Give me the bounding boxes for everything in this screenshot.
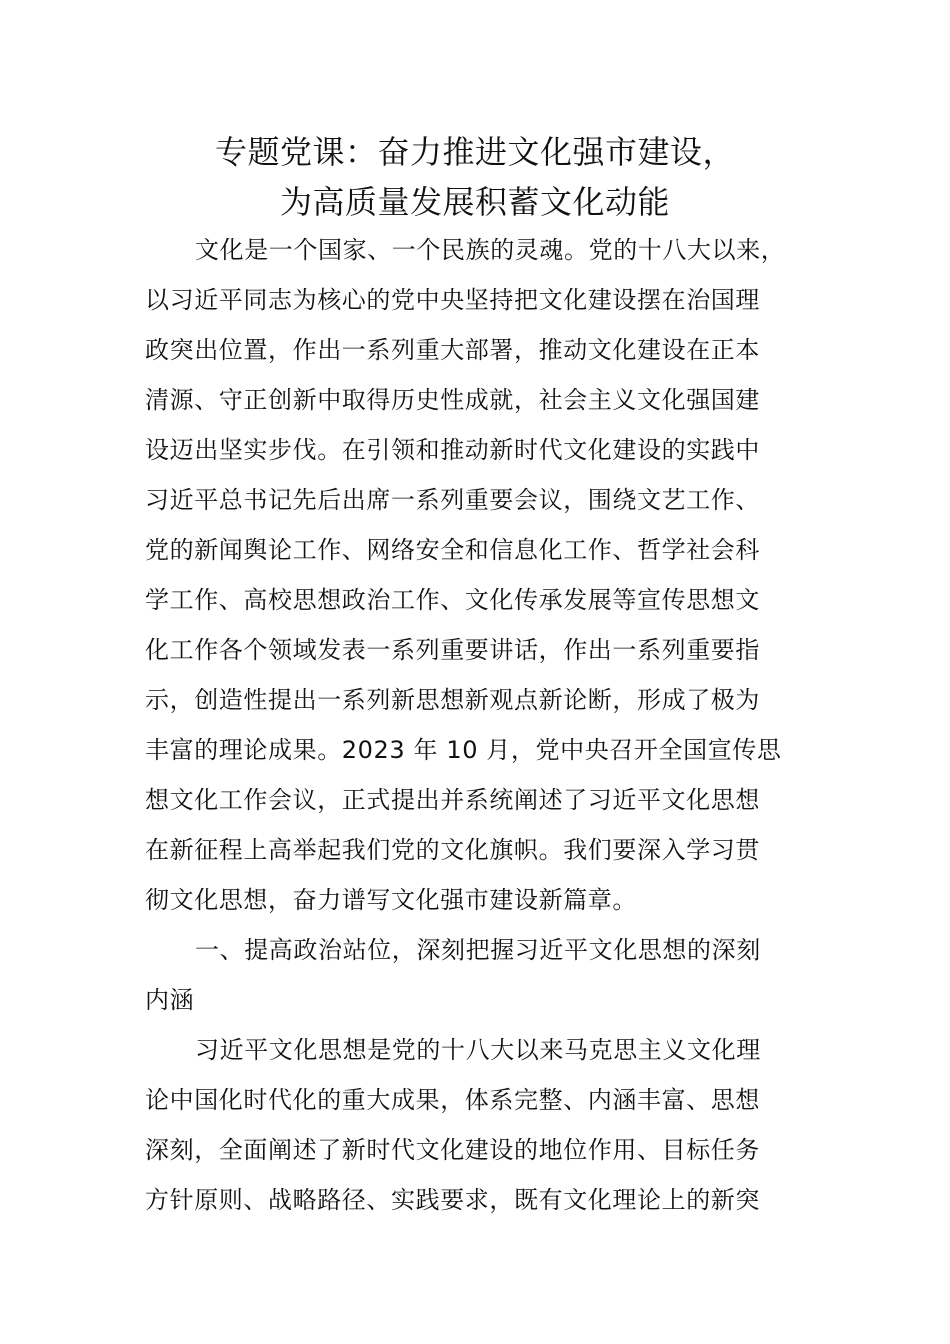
paragraph-1-line-6: 习近平总书记先后出席一系列重要会议，围绕文艺工作、 [145, 486, 760, 514]
paragraph-1-line-7: 党的新闻舆论工作、网络安全和信息化工作、哲学社会科 [145, 536, 760, 564]
paragraph-1-line-14: 彻文化思想，奋力谱写文化强市建设新篇章。 [145, 886, 637, 914]
paragraph-1-line-8: 学工作、高校思想政治工作、文化传承发展等宣传思想文 [145, 586, 760, 614]
section-heading-line-1: 一、提高政治站位，深刻把握习近平文化思想的深刻 [195, 936, 761, 964]
paragraph-2-line-3: 深刻，全面阐述了新时代文化建设的地位作用、目标任务 [145, 1136, 760, 1164]
paragraph-1-line-4: 清源、守正创新中取得历史性成就，社会主义文化强国建 [145, 386, 760, 414]
paragraph-1-line-3: 政突出位置，作出一系列重大部署，推动文化建设在正本 [145, 336, 760, 364]
paragraph-1-line-9: 化工作各个领域发表一系列重要讲话，作出一系列重要指 [145, 636, 760, 664]
paragraph-2-line-2: 论中国化时代化的重大成果，体系完整、内涵丰富、思想 [145, 1086, 760, 1114]
paragraph-2-line-4: 方针原则、战略路径、实践要求，既有文化理论上的新突 [145, 1186, 760, 1214]
document-title-line-1: 专题党课：奋力推进文化强市建设， [214, 133, 735, 171]
paragraph-1-line-2: 以习近平同志为核心的党中央坚持把文化建设摆在治国理 [145, 286, 760, 314]
paragraph-1-line-13: 在新征程上高举起我们党的文化旗帜。我们要深入学习贯 [145, 836, 760, 864]
paragraph-1-line-10: 示，创造性提出一系列新思想新观点新论断，形成了极为 [145, 686, 760, 714]
paragraph-1-line-12: 想文化工作会议，正式提出并系统阐述了习近平文化思想 [145, 786, 760, 814]
paragraph-1-line-5: 设迈出坚实步伐。在引领和推动新时代文化建设的实践中 [145, 436, 760, 464]
document-title-line-2: 为高质量发展积蓄文化动能 [279, 183, 670, 221]
paragraph-1-line-11: 丰富的理论成果。2023 年 10 月，党中央召开全国宣传思 [145, 736, 782, 764]
paragraph-1-line-1: 文化是一个国家、一个民族的灵魂。党的十八大以来， [195, 236, 786, 264]
section-heading-line-2: 内涵 [145, 986, 195, 1014]
paragraph-2-line-1: 习近平文化思想是党的十八大以来马克思主义文化理 [195, 1036, 761, 1064]
